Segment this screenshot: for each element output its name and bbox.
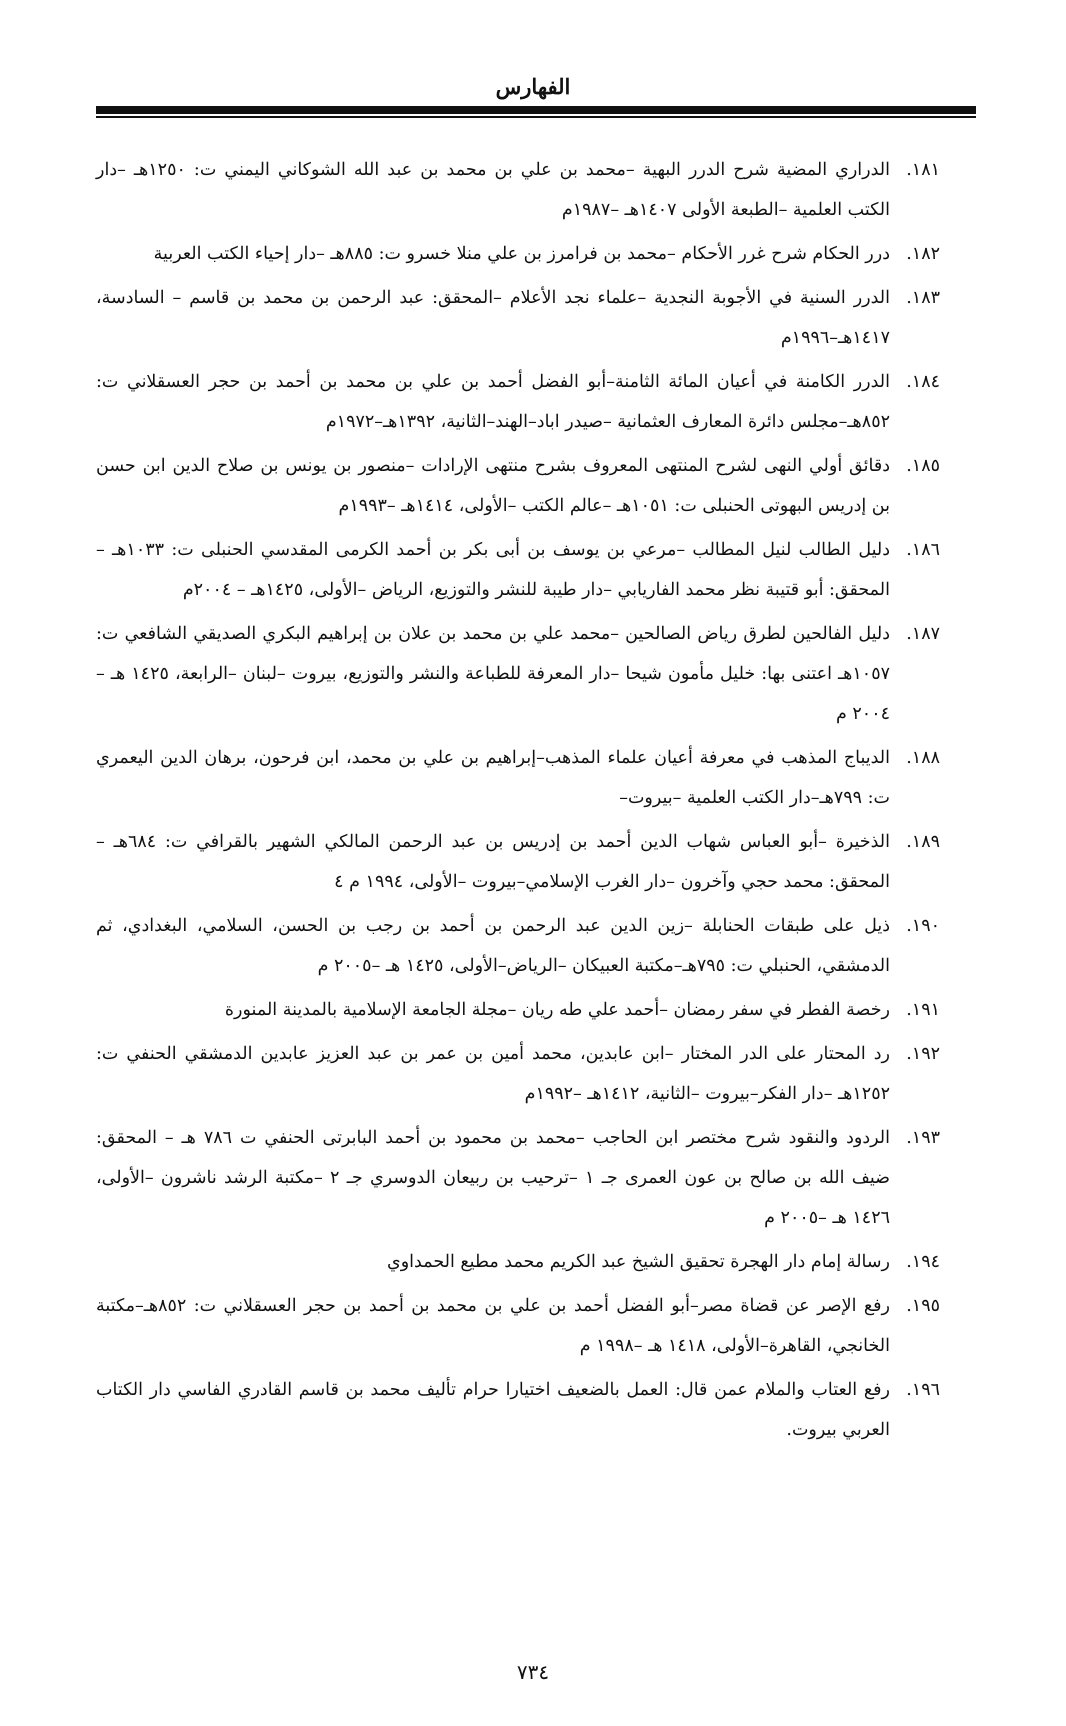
- entry-text: الذخيرة –أبو العباس شهاب الدين أحمد بن إدريس بن عبد الرحمن المالكي الشهير بالقرافي ت: ٦٨٤هـ –المحقق: محمد حجي وآخرون –دار الغرب الإسلامي–بيروت –الأولى، ١٩٩٤ م ٤: [96, 832, 890, 892]
- bibliography-entry: [96, 150, 940, 230]
- entry-number: ١٨١.: [906, 160, 940, 180]
- entry-number: ١٨٦.: [906, 540, 940, 560]
- bibliography-entry: [96, 906, 940, 986]
- entry-number: ١٩٦.: [906, 1380, 940, 1400]
- bibliography-entry: [96, 990, 940, 1030]
- bibliography-entry: [96, 1242, 940, 1282]
- entry-number: ١٨٤.: [906, 372, 940, 392]
- bibliography-entry: [96, 1034, 940, 1114]
- entry-text: رد المحتار على الدر المختار –ابن عابدين، محمد أمين بن عمر بن عبد العزيز عابدين الدمشقي الحنفي ت: ١٢٥٢هـ –دار الفكر–بيروت –الثانية، ١٤١٢هـ –١٩٩٢م: [96, 1044, 890, 1104]
- bibliography-entry: [96, 362, 940, 442]
- entry-text: الردود والنقود شرح مختصر ابن الحاجب –محمد بن محمود بن أحمد البابرتى الحنفي ت ٧٨٦ هـ – المحقق: ضيف الله بن صالح بن عون العمرى جـ ١ –ترحيب بن ربيعان الدوسري جـ ٢ –مكتبة الرشد ناشرون –الأولى، ١٤٢٦ هـ –٢٠٠٥ م: [96, 1128, 890, 1228]
- bibliography-list: [96, 150, 940, 1454]
- entry-text: دقائق أولي النهى لشرح المنتهى المعروف بشرح منتهى الإرادات –منصور بن يونس بن صلاح الدين ابن حسن بن إدريس البهوتى الحنبلى ت: ١٠٥١هـ –عالم الكتب –الأولى، ١٤١٤هـ –١٩٩٣م: [96, 456, 890, 516]
- bibliography-entry: [96, 1370, 940, 1450]
- entry-number: ١٨٧.: [906, 624, 940, 644]
- entry-number: ١٩٣.: [906, 1128, 940, 1148]
- bibliography-entry: [96, 1118, 940, 1238]
- entry-text: رفع الإصر عن قضاة مصر–أبو الفضل أحمد بن علي بن محمد بن أحمد بن حجر العسقلاني ت: ٨٥٢هـ–مكتبة الخانجي، القاهرة–الأولى، ١٤١٨ هـ –١٩٩٨ م: [96, 1296, 890, 1356]
- entry-number: ١٨٢.: [906, 244, 940, 264]
- bibliography-entry: [96, 614, 940, 734]
- entry-text: ذيل على طبقات الحنابلة –زين الدين عبد الرحمن بن أحمد بن رجب بن الحسن، السلامي، البغدادي، ثم الدمشقي، الحنبلي ت: ٧٩٥هـ–مكتبة العبيكان –الرياض–الأولى، ١٤٢٥ هـ –٢٠٠٥ م: [96, 916, 890, 976]
- entry-text: رسالة إمام دار الهجرة تحقيق الشيخ عبد الكريم محمد مطيع الحمداوي: [387, 1252, 890, 1272]
- bibliography-entry: [96, 530, 940, 610]
- page-header-title: الفهارس: [495, 74, 571, 99]
- entry-text: دليل الطالب لنيل المطالب –مرعي بن يوسف بن أبى بكر بن أحمد الكرمى المقدسي الحنبلى ت: ١٠٣٣هـ –المحقق: أبو قتيبة نظر محمد الفاريابي –دار طيبة للنشر والتوزيع، الرياض –الأولى، ١٤٢٥هـ – ٢٠٠٤م: [96, 540, 891, 600]
- entry-text: الدراري المضية شرح الدرر البهية –محمد بن علي بن محمد بن عبد الله الشوكاني اليمني ت: ١٢٥٠هـ –دار الكتب العلمية –الطبعة الأولى ١٤٠٧هـ –١٩٨٧م: [96, 160, 890, 220]
- header-rule-thin: [96, 116, 976, 118]
- bibliography-entry: [96, 234, 940, 274]
- bibliography-entry: [96, 1286, 940, 1366]
- entry-number: ١٩٤.: [906, 1252, 940, 1272]
- entry-text: رفع العتاب والملام عمن قال: العمل بالضعيف اختيارا حرام تأليف محمد بن قاسم القادري الفاسي دار الكتاب العربي بيروت.: [96, 1380, 890, 1440]
- entry-number: ١٩٠.: [906, 916, 940, 936]
- entry-number: ١٩٥.: [906, 1296, 940, 1316]
- entry-text: الدرر السنية في الأجوبة النجدية –علماء نجد الأعلام –المحقق: عبد الرحمن بن محمد بن قاسم – السادسة، ١٤١٧هـ–١٩٩٦م: [96, 288, 890, 348]
- entry-number: ١٨٣.: [906, 288, 940, 308]
- header-rule-thick: [96, 106, 976, 114]
- entry-text: الديباج المذهب في معرفة أعيان علماء المذهب–إبراهيم بن علي بن محمد، ابن فرحون، برهان الدين اليعمري ت: ٧٩٩هـ–دار الكتب العلمية –بيروت–: [96, 748, 890, 808]
- entry-number: ١٨٩.: [906, 832, 940, 852]
- bibliography-entry: [96, 822, 940, 902]
- entry-text: الدرر الكامنة في أعيان المائة الثامنة–أبو الفضل أحمد بن علي بن محمد بن أحمد بن حجر العسقلاني ت: ٨٥٢هـ–مجلس دائرة المعارف العثمانية –صيدر اباد–الهند–الثانية، ١٣٩٢هـ–١٩٧٢م: [96, 372, 890, 432]
- entry-number: ١٨٥.: [906, 456, 940, 476]
- entry-text: دليل الفالحين لطرق رياض الصالحين –محمد علي بن محمد بن علان بن إبراهيم البكري الصديقي الشافعي ت: ١٠٥٧هـ اعتنى بها: خليل مأمون شيحا –دار المعرفة للطباعة والنشر والتوزيع، بيروت –لبنان –الرابعة، ١٤٢٥ هـ –٢٠٠٤ م: [96, 624, 890, 724]
- bibliography-entry: [96, 738, 940, 818]
- bibliography-entry: [96, 278, 940, 358]
- entry-number: ١٩١.: [906, 1000, 940, 1020]
- entry-number: ١٨٨.: [906, 748, 940, 768]
- entry-text: درر الحكام شرح غرر الأحكام –محمد بن فرامرز بن علي منلا خسرو ت: ٨٨٥هـ –دار إحياء الكتب العربية: [153, 244, 890, 264]
- page-number: ٧٣٤: [516, 1660, 550, 1684]
- bibliography-entry: [96, 446, 940, 526]
- entry-number: ١٩٢.: [906, 1044, 940, 1064]
- entry-text: رخصة الفطر في سفر رمضان –أحمد علي طه ريان –مجلة الجامعة الإسلامية بالمدينة المنورة: [224, 1000, 890, 1020]
